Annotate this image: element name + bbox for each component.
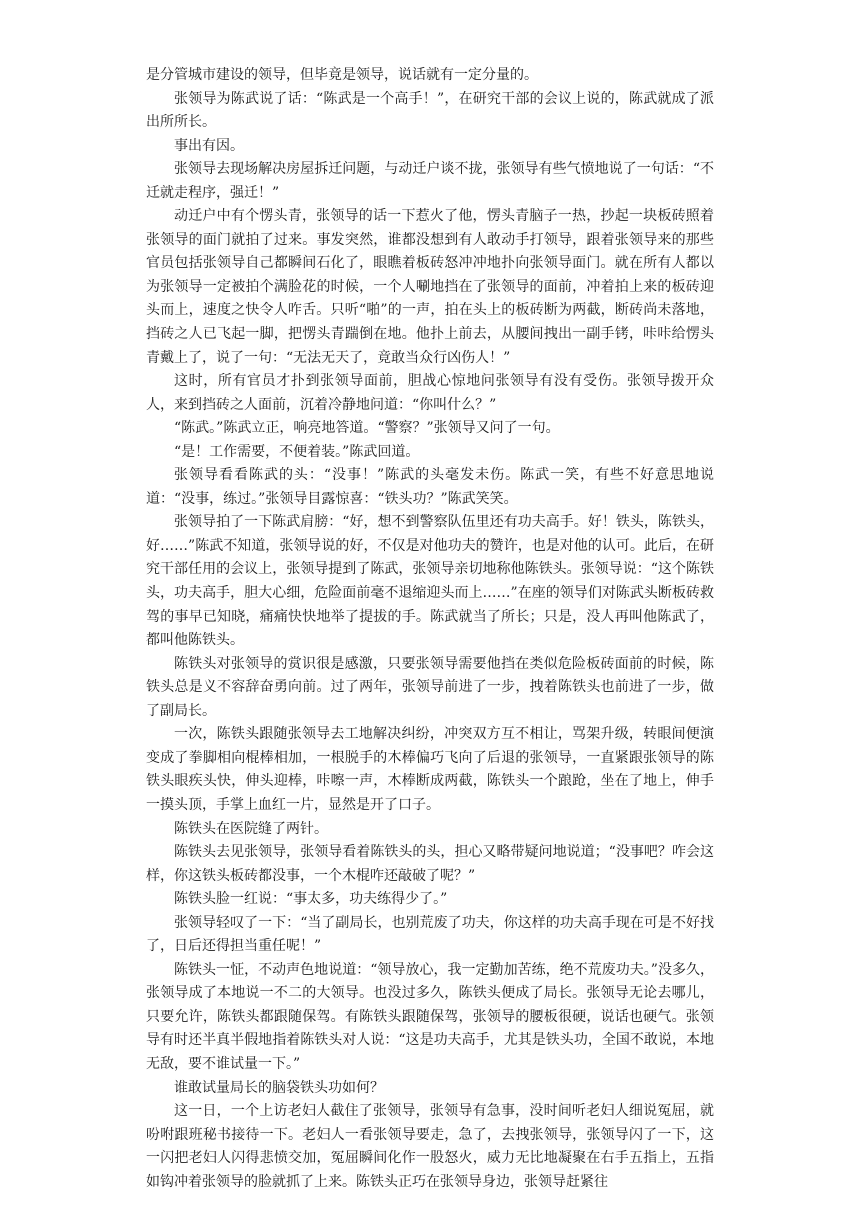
- paragraph: 谁敢试量局长的脑袋铁头功如何？: [174, 1079, 384, 1096]
- paragraph: “是！工作需要，不便着装。”陈武回道。: [174, 443, 420, 460]
- paragraph: 张领导看看陈武的头：“没事！”陈武的头毫发未伤。陈武一笑，有些不好意思地说道：“没事，练过。”张领导目露惊喜：“铁头功？”陈武笑笑。: [146, 467, 714, 507]
- paragraph: 陈铁头对张领导的赏识很是感激，只要张领导需要他挡在类似危险板砖面前的时候，陈铁头总是义不容辞奋勇向前。过了两年，张领导前进了一步，拽着陈铁头也前进了一步，做了副局长。: [146, 655, 714, 719]
- document-body: [146, 64, 714, 1194]
- paragraph: 这一日，一个上访老妇人截住了张领导，张领导有急事，没时间听老妇人细说冤屈，就吩咐跟班秘书接待一下。老妇人一看张领导要走，急了，去拽张领导，张领导闪了一下，这一闪把老妇人闪得悲愤交加，冤屈瞬间化作一股怒火，威力无比地凝聚在右手五指上，五指如钩冲着张领导的脸就抓了上来。陈铁头正巧在张领导身边，张领导赶紧往: [146, 1103, 714, 1190]
- paragraph: 张领导去现场解决房屋拆迁问题，与动迁户谈不拢，张领导有些气愤地说了一句话：“不迁就走程序，强迁！”: [146, 161, 714, 201]
- paragraph: 张领导拍了一下陈武肩膀：“好，想不到警察队伍里还有功夫高手。好！铁头，陈铁头，好……”陈武不知道，张领导说的好，不仅是对他功夫的赞许，也是对他的认可。此后，在研究干部任用的会议上，张领导提到了陈武，张领导亲切地称他陈铁头。张领导说：“这个陈铁头，功夫高手，胆大心细，危险面前毫不退缩迎头而上……”在座的领导们对陈武头断板砖救驾的事早已知晓，痛痛快快地举了提拔的手。陈武就当了所长；只是，没人再叫他陈武了，都叫他陈铁头。: [146, 514, 714, 649]
- paragraph: 事出有因。: [174, 137, 244, 154]
- paragraph: 张领导轻叹了一下：“当了副局长，也别荒废了功夫，你这样的功夫高手现在可是不好找了，日后还得担当重任呢！”: [146, 914, 714, 955]
- paragraph: 陈铁头脸一红说：“事太多，功夫练得少了。”: [174, 891, 448, 908]
- paragraph: 一次，陈铁头跟随张领导去工地解决纠纷，冲突双方互不相让，骂架升级，转眼间便演变成了拳脚相向棍棒相加，一根脱手的木棒偏巧飞向了后退的张领导，一直紧跟张领导的陈铁头眼疾头快，伸头迎棒，咔嚓一声，木棒断成两截，陈铁头一个踉跄，坐在了地上，伸手一摸头顶，手掌上血红一片，显然是开了口子。: [146, 726, 714, 813]
- paragraph: 陈铁头在医院缝了两针。: [174, 820, 328, 837]
- paragraph: 动迁户中有个愣头青，张领导的话一下惹火了他，愣头青脑子一热，抄起一块板砖照着张领导的面门就拍了过来。事发突然，谁都没想到有人敢动手打领导，跟着张领导来的那些官员包括张领导自己都瞬间石化了，眼瞧着板砖怒冲冲地扑向张领导面门。就在所有人都以为张领导一定被拍个满脸花的时候，一个人唰地挡在了张领导的面前，冲着拍上来的板砖迎头而上，速度之快令人咋舌。只听“啪”的一声，拍在头上的板砖断为两截，断砖尚未落地，挡砖之人已飞起一脚，把愣头青踹倒在地。他扑上前去，从腰间拽出一副手铐，咔咔给愣头青戴上了，说了一句：“无法无天了，竟敢当众行凶伤人！”: [146, 208, 714, 366]
- paragraph: 这时，所有官员才扑到张领导面前，胆战心惊地问张领导有没有受伤。张领导拨开众人，来到挡砖之人面前，沉着冷静地问道：“你叫什么？”: [146, 373, 714, 413]
- paragraph: 张领导为陈武说了话：“陈武是一个高手！”，在研究干部的会议上说的，陈武就成了派出所所长。: [146, 90, 714, 131]
- paragraph: 陈铁头一怔，不动声色地说道：“领导放心，我一定勤加苦练，绝不荒废功夫。”没多久，张领导成了本地说一不二的大领导。也没过多久，陈铁头便成了局长。张领导无论去哪儿，只要允许，陈铁头都跟随保驾。有陈铁头跟随保驾，张领导的腰板很硬，说话也硬气。张领导有时还半真半假地指着陈铁头对人说：“这是功夫高手，尤其是铁头功，全国不敢说，本地无敌，要不谁试量一下。”: [146, 961, 714, 1072]
- paragraph: 是分管城市建设的领导，但毕竟是领导，说话就有一定分量的。: [146, 67, 538, 83]
- paragraph: “陈武。”陈武立正，响亮地答道。“警察？”张领导又问了一句。: [174, 420, 560, 437]
- paragraph: 陈铁头去见张领导，张领导看着陈铁头的头，担心又略带疑问地说道；“没事吧？咋会这样，你这铁头板砖都没事，一个木棍咋还敲破了呢？”: [146, 844, 714, 884]
